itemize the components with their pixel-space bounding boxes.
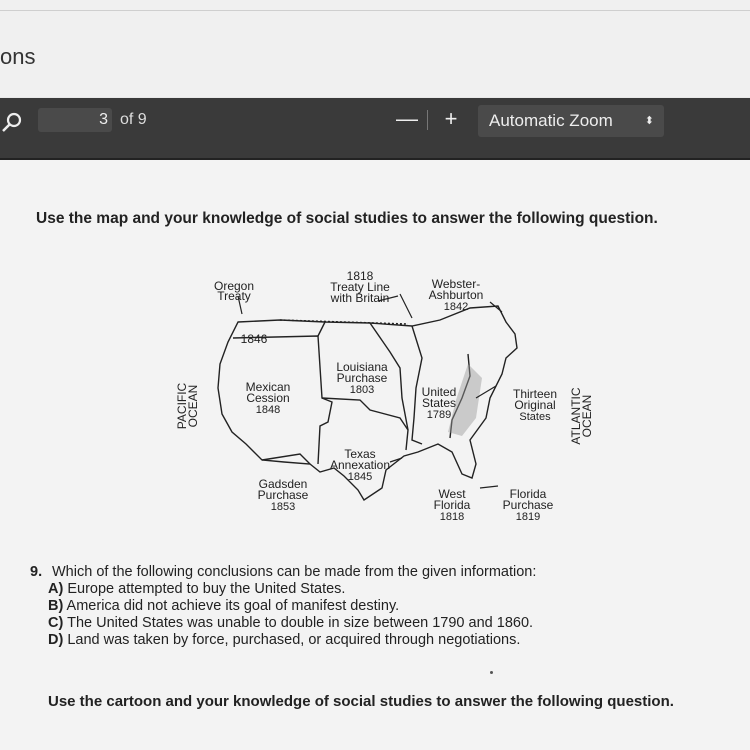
option-a-text: Europe attempted to buy the United States.	[67, 581, 346, 597]
label-louisiana-3: 1803	[349, 384, 375, 396]
page-total: of 9	[120, 111, 147, 128]
label-wfl-1: West	[438, 487, 466, 501]
svg-text:1818Treaty Linewith Britain	[330, 269, 390, 305]
label-texas-3: 1845	[347, 471, 373, 483]
svg-text:UnitedStates1789	[422, 385, 457, 421]
label-wfl-2: Florida	[433, 498, 471, 512]
option-c-letter: C)	[48, 615, 64, 631]
question-prompt: Use the map and your knowledge of social studies to answer the following question.	[36, 210, 658, 227]
question-number: 9.	[30, 564, 43, 580]
label-us-1: United	[421, 385, 457, 399]
label-pacific-1: PACIFIC	[175, 382, 189, 430]
option-d[interactable]	[48, 632, 520, 648]
page-current: 3	[99, 111, 108, 128]
svg-text:ThirteenOriginalStates	[513, 387, 557, 423]
page-number-input[interactable]	[38, 108, 112, 132]
label-us-3: 1789	[426, 409, 452, 421]
label-pacific-2: OCEAN	[186, 384, 200, 428]
label-mexican-1: Mexican	[245, 380, 291, 394]
label-atlantic-1: ATLANTIC	[569, 387, 583, 445]
pdf-toolbar	[0, 98, 750, 160]
label-webster-2: Ashburton	[428, 288, 484, 302]
svg-text:TexasAnnexation1845	[330, 447, 390, 483]
label-1818-3: with Britain	[330, 291, 390, 305]
label-atlantic-2: OCEAN	[580, 394, 594, 438]
label-texas-2: Annexation	[329, 458, 391, 472]
us-1789-border	[412, 326, 422, 444]
option-c-text: The United States was unable to double in size between 1790 and 1860.	[67, 615, 534, 631]
label-mexican-2: Cession	[246, 391, 290, 405]
label-webster-1: Webster-	[431, 277, 481, 291]
zoom-select-value: Automatic Zoom	[489, 111, 613, 130]
chevron-updown-icon: ⬍	[644, 115, 654, 127]
label-wfl-3: 1818	[439, 511, 465, 523]
zoom-in-button[interactable]: +	[444, 106, 458, 131]
label-mexican-3: 1848	[255, 404, 281, 416]
svg-text:WestFlorida1818	[434, 487, 471, 523]
svg-text:LouisianaPurchase1803	[336, 360, 388, 396]
map-labels	[175, 269, 594, 523]
option-b-text: America did not achieve its goal of manifest destiny.	[66, 598, 400, 614]
label-louisiana-1: Louisiana	[336, 360, 388, 374]
search-icon[interactable]	[0, 110, 24, 134]
option-a-letter: A)	[48, 581, 64, 597]
label-1818-2: Treaty Line	[330, 280, 390, 294]
label-thirteen-1: Thirteen	[512, 387, 558, 401]
svg-text:FloridaPurchase1819	[503, 487, 554, 523]
label-webster-3: 1842	[443, 301, 469, 313]
question-text: Which of the following conclusions can be made from the given information:	[52, 564, 537, 580]
label-texas-1: Texas	[344, 447, 376, 461]
svg-text:GadsdenPurchase1853	[258, 477, 309, 513]
document-page	[0, 160, 750, 750]
label-gadsden-1: Gadsden	[258, 477, 308, 491]
stray-dot	[490, 671, 493, 674]
label-oregon-2: Treaty	[217, 289, 251, 303]
label-1818-1: 1818	[346, 269, 374, 283]
label-oregon-1: Oregon	[213, 279, 255, 293]
option-a[interactable]	[48, 581, 345, 597]
label-thirteen-3: States	[519, 411, 551, 423]
option-b-letter: B)	[48, 598, 64, 614]
label-us-2: States	[421, 396, 457, 410]
next-question-prompt: Use the cartoon and your knowledge of social studies to answer the following question.	[48, 693, 674, 710]
option-d-letter: D)	[48, 632, 64, 648]
toolbar-separator	[427, 110, 428, 130]
zoom-out-button[interactable]: —	[396, 106, 418, 131]
svg-text:OregonTreaty	[214, 279, 254, 303]
svg-text:MexicanCession1848	[246, 380, 291, 416]
label-1846: 1846	[240, 332, 268, 346]
label-gadsden-3: 1853	[270, 501, 296, 513]
app-title: ons	[0, 44, 36, 69]
svg-text:ATLANTICOCEAN	[569, 387, 594, 444]
us-territorial-map	[150, 268, 620, 528]
option-d-text: Land was taken by force, purchased, or acquired through negotiations.	[67, 632, 521, 648]
label-fl-2: Purchase	[502, 498, 554, 512]
zoom-select[interactable]	[478, 105, 664, 137]
label-gadsden-2: Purchase	[257, 488, 309, 502]
label-fl-1: Florida	[509, 487, 547, 501]
label-fl-3: 1819	[515, 511, 541, 523]
option-b[interactable]	[48, 598, 399, 614]
label-thirteen-2: Original	[514, 398, 556, 412]
svg-text:PACIFICOCEAN	[175, 382, 200, 429]
option-c[interactable]	[48, 615, 533, 631]
texas-border	[322, 398, 408, 450]
browser-top-area	[0, 0, 750, 97]
top-divider	[0, 10, 750, 11]
label-louisiana-2: Purchase	[336, 371, 388, 385]
